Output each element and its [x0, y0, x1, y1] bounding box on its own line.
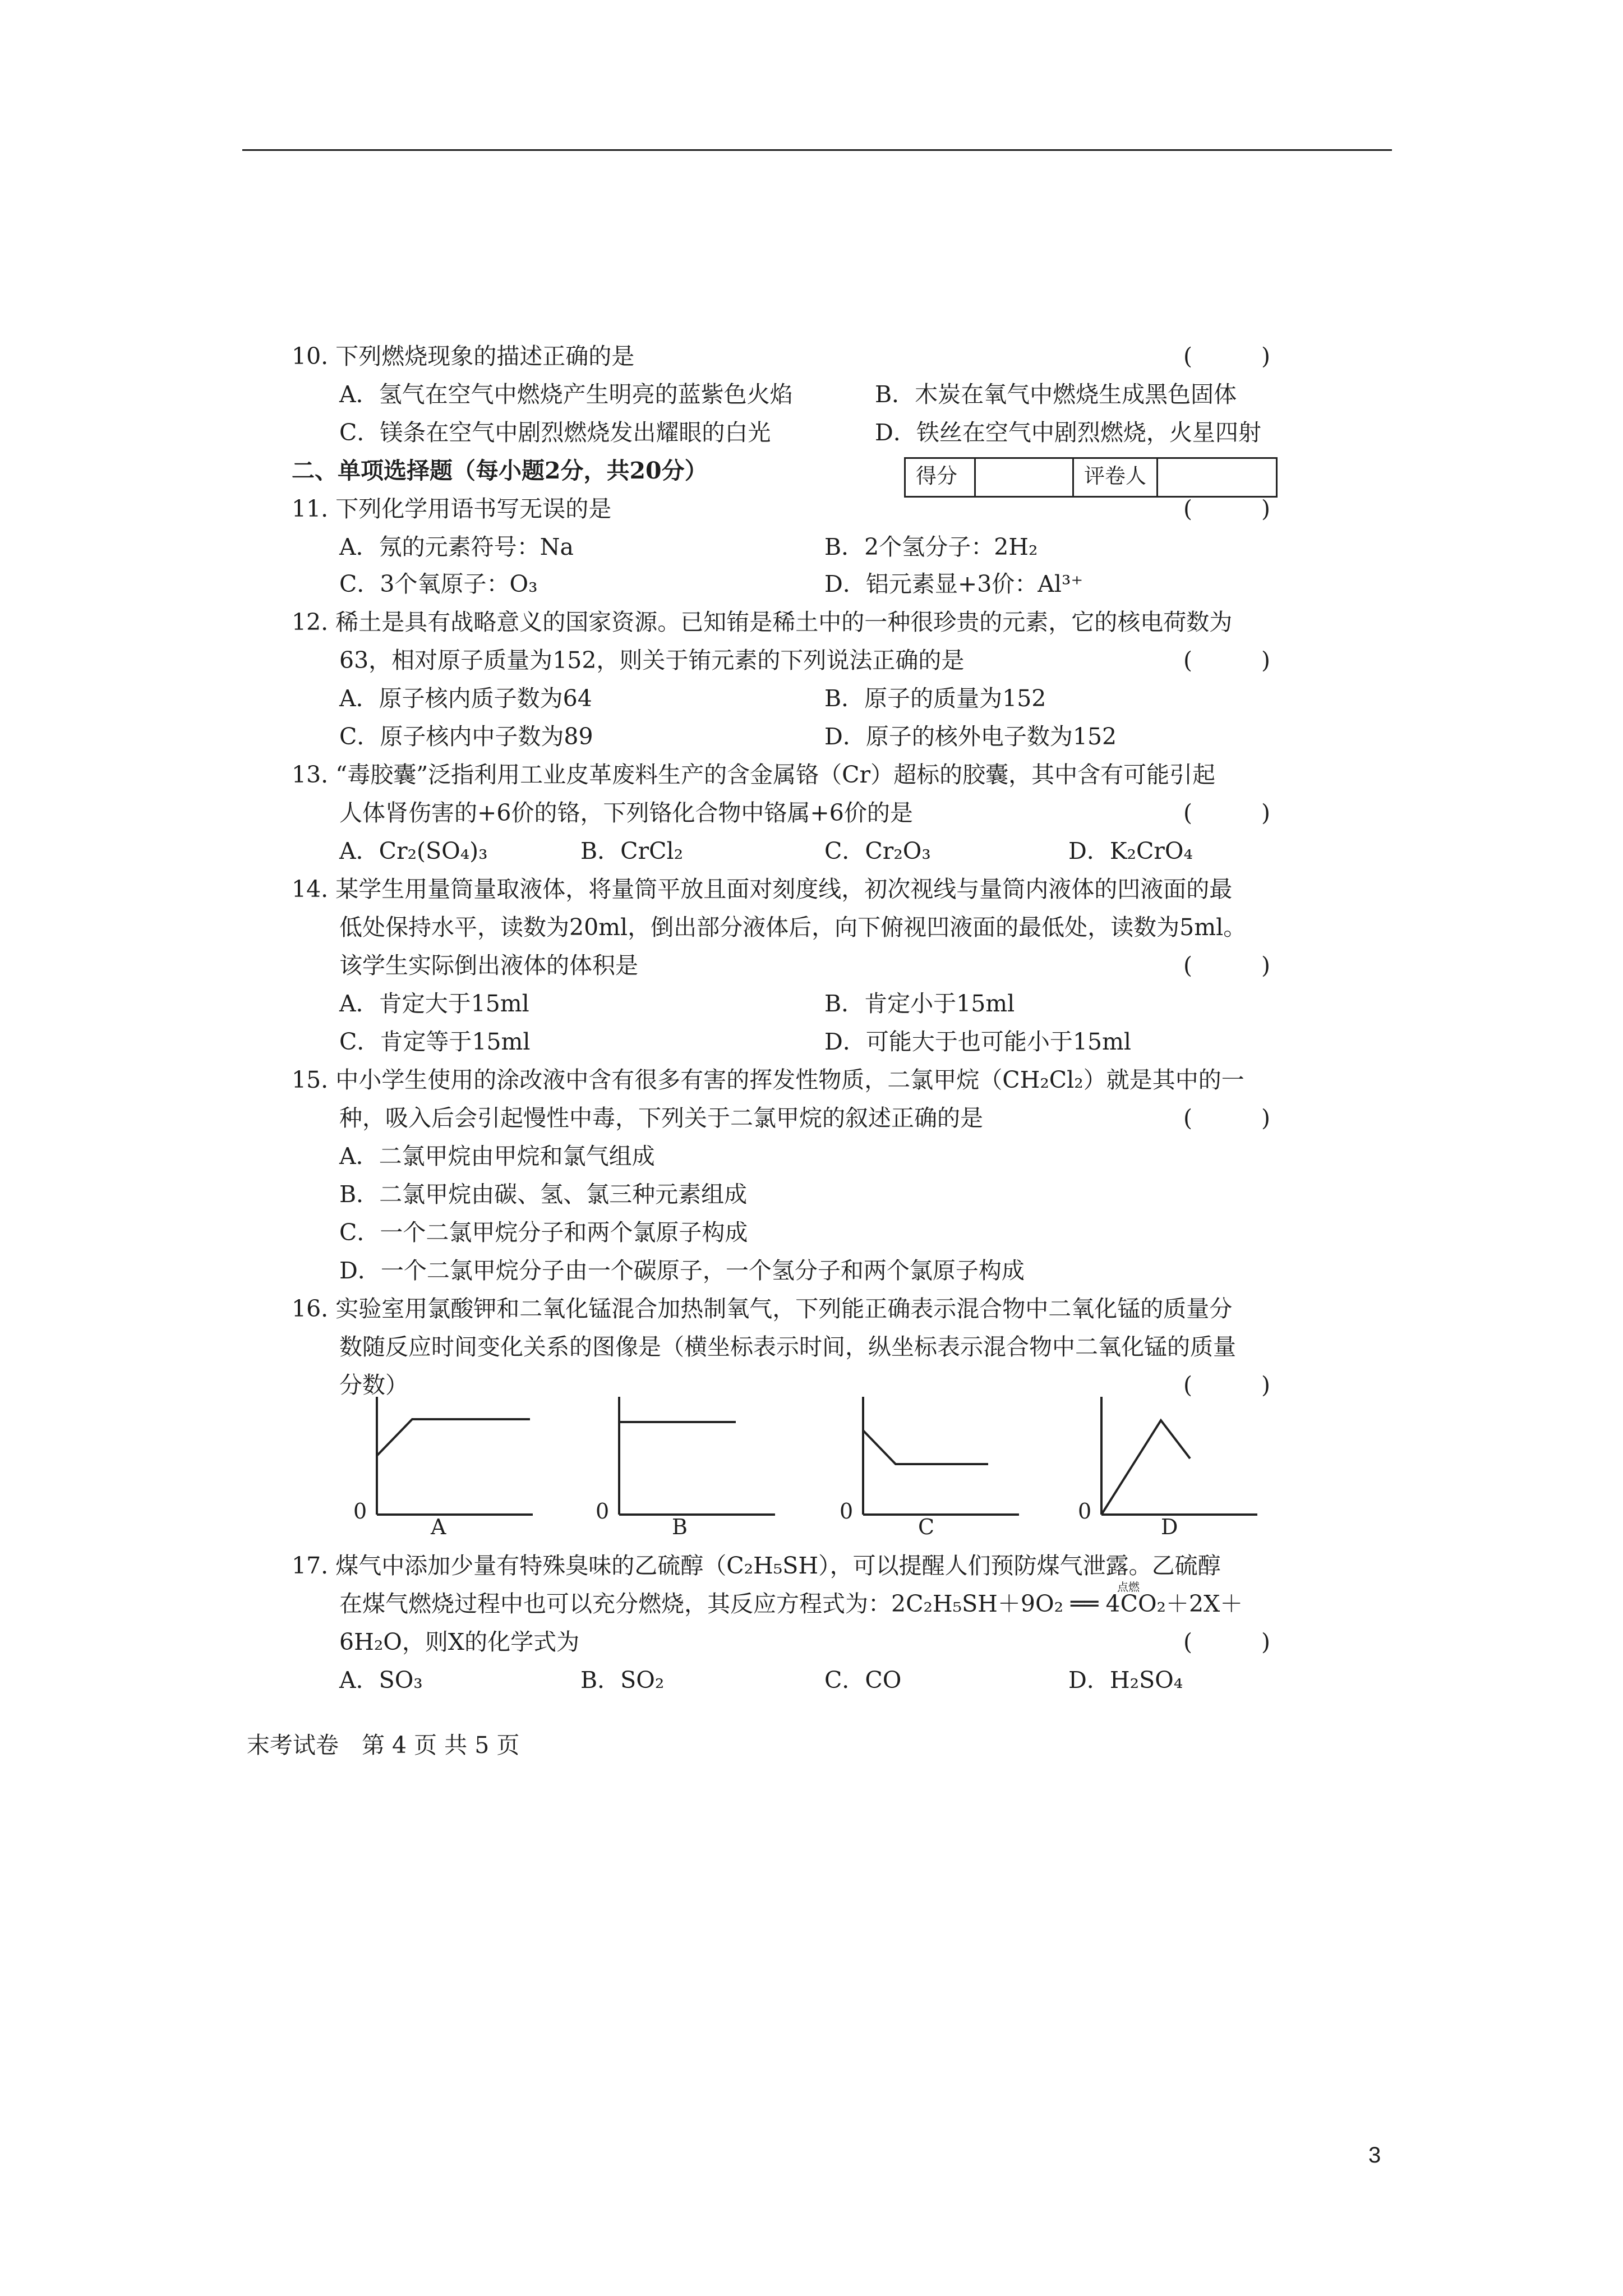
q13-option-b: B．CrCl₂ — [580, 838, 684, 864]
q12-option-d: D．原子的核外电子数为152 — [824, 723, 1117, 750]
graph-b — [618, 1397, 786, 1522]
score-table — [904, 457, 1278, 498]
graph-c-origin: 0 — [840, 1499, 854, 1524]
q11-option-b: B．2个氢分子：2H₂ — [824, 533, 1038, 560]
graph-c-curve — [863, 1430, 988, 1464]
graph-d-label: D — [1161, 1515, 1178, 1539]
graph-c — [862, 1397, 1030, 1522]
q13-paren: ( ) — [1183, 799, 1270, 826]
q14-option-c: C．肯定等于15ml — [339, 1028, 531, 1055]
q14-stem-line3: 该学生实际倒出液体的体积是 — [339, 952, 638, 979]
header-rule — [242, 149, 1392, 151]
q13-option-c: C．Cr₂O₃ — [824, 838, 931, 864]
q17-option-d: D．H₂SO₄ — [1068, 1667, 1183, 1694]
graph-d-origin: 0 — [1078, 1499, 1092, 1524]
q10-option-c: C．镁条在空气中剧烈燃烧发出耀眼的白光 — [339, 419, 771, 446]
q15-paren: ( ) — [1183, 1105, 1270, 1131]
q12-stem-line2: 63，相对原子质量为152，则关于铕元素的下列说法正确的是 — [339, 647, 965, 674]
q17-option-c: C．CO — [824, 1667, 902, 1694]
q17-stem-line3: 6H₂O，则X的化学式为 — [339, 1628, 580, 1655]
q15-stem-line2: 种，吸入后会引起慢性中毒，下列关于二氯甲烷的叙述正确的是 — [339, 1105, 983, 1131]
q17-option-b: B．SO₂ — [580, 1667, 665, 1694]
q13-option-a: A．Cr₂(SO₄)₃ — [339, 838, 488, 864]
q13-option-d: D．K₂CrO₄ — [1068, 838, 1193, 864]
q14-option-d: D．可能大于也可能小于15ml — [824, 1028, 1132, 1055]
q17-stem-line2: 在煤气燃烧过程中也可以充分燃烧，其反应方程式为：2C₂H₅SH＋9O₂ ══ 4CO₂＋2X＋ — [339, 1590, 1243, 1617]
graph-a-label: A — [431, 1515, 446, 1539]
q17-option-a: A．SO₃ — [339, 1667, 423, 1694]
graph-d-curve — [1101, 1420, 1190, 1515]
q17-paren: ( ) — [1183, 1628, 1270, 1655]
q11-option-d: D．铝元素显+3价：Al³⁺ — [824, 570, 1083, 597]
q12-option-c: C．原子核内中子数为89 — [339, 723, 593, 750]
graph-c-label: C — [918, 1515, 935, 1539]
grader-cell — [1158, 459, 1272, 496]
q15-option-b: B．二氯甲烷由碳、氢、氯三种元素组成 — [339, 1181, 748, 1208]
q12-option-a: A．原子核内质子数为64 — [339, 685, 592, 712]
q14-paren: ( ) — [1183, 952, 1270, 979]
q10-option-d: D．铁丝在空气中剧烈燃烧，火星四射 — [875, 419, 1261, 446]
q16-paren: ( ) — [1183, 1372, 1270, 1398]
q10-paren: ( ) — [1183, 343, 1270, 370]
q12-paren: ( ) — [1183, 647, 1270, 674]
graph-a-curve — [377, 1419, 530, 1456]
q12-option-b: B．原子的质量为152 — [824, 685, 1046, 712]
graph-d — [1100, 1397, 1269, 1522]
score-label: 得分 — [906, 459, 976, 496]
graph-a — [376, 1397, 544, 1522]
q17-stem-line1: 17. 煤气中添加少量有特殊臭味的乙硫醇（C₂H₅SH），可以提醒人们预防煤气泄露。乙硫醇 — [292, 1552, 1221, 1579]
q10-option-a: A．氢气在空气中燃烧产生明亮的蓝紫色火焰 — [339, 381, 793, 408]
graph-a-origin: 0 — [353, 1499, 367, 1524]
section-2-title: 二、单项选择题（每小题2分，共20分） — [292, 457, 708, 484]
q11-option-a: A．氖的元素符号：Na — [339, 533, 574, 560]
graph-b-origin: 0 — [596, 1499, 610, 1524]
q15-option-c: C．一个二氯甲烷分子和两个氯原子构成 — [339, 1219, 748, 1246]
page-footer: 末考试卷 第 4 页 共 5 页 — [247, 1732, 520, 1759]
q14-stem-line2: 低处保持水平，读数为20ml，倒出部分液体后，向下俯视凹液面的最低处，读数为5ml。 — [339, 914, 1247, 941]
q16-stem-line3: 分数） — [339, 1372, 408, 1398]
q10-option-b: B．木炭在氧气中燃烧生成黑色固体 — [875, 381, 1237, 408]
score-cell — [976, 459, 1074, 496]
page-number: 3 — [1368, 2143, 1381, 2168]
q16-stem-line1: 16. 实验室用氯酸钾和二氧化锰混合加热制氧气，下列能正确表示混合物中二氧化锰的质量分 — [292, 1295, 1233, 1322]
q11-option-c: C．3个氧原子：O₃ — [339, 570, 538, 597]
q16-stem-line2: 数随反应时间变化关系的图像是（横坐标表示时间，纵坐标表示混合物中二氧化锰的质量 — [339, 1333, 1236, 1360]
grader-label: 评卷人 — [1074, 459, 1158, 496]
q13-stem-line1: 13. “毒胶囊”泛指利用工业皮革废料生产的含金属铬（Cr）超标的胶囊，其中含有可能引起 — [292, 761, 1216, 788]
q13-stem-line2: 人体肾伤害的+6价的铬，下列铬化合物中铬属+6价的是 — [339, 799, 913, 826]
q14-option-b: B．肯定小于15ml — [824, 990, 1015, 1017]
q15-option-d: D．一个二氯甲烷分子由一个碳原子，一个氢分子和两个氯原子构成 — [339, 1257, 1025, 1284]
q17-reaction-condition: 点燃 — [1117, 1580, 1140, 1594]
q14-stem-line1: 14. 某学生用量筒量取液体，将量筒平放且面对刻度线，初次视线与量筒内液体的凹液面的最 — [292, 876, 1233, 903]
q11-paren: ( ) — [1183, 495, 1270, 522]
q14-option-a: A．肯定大于15ml — [339, 990, 529, 1017]
q15-option-a: A．二氯甲烷由甲烷和氯气组成 — [339, 1143, 655, 1170]
graph-b-label: B — [672, 1515, 688, 1539]
q12-stem-line1: 12. 稀土是具有战略意义的国家资源。已知铕是稀土中的一种很珍贵的元素，它的核电荷数为 — [292, 609, 1233, 636]
q15-stem-line1: 15. 中小学生使用的涂改液中含有很多有害的挥发性物质，二氯甲烷（CH₂Cl₂）就是其中的一 — [292, 1066, 1244, 1093]
q11-stem: 11. 下列化学用语书写无误的是 — [292, 495, 612, 522]
q10-stem: 10. 下列燃烧现象的描述正确的是 — [292, 343, 635, 370]
